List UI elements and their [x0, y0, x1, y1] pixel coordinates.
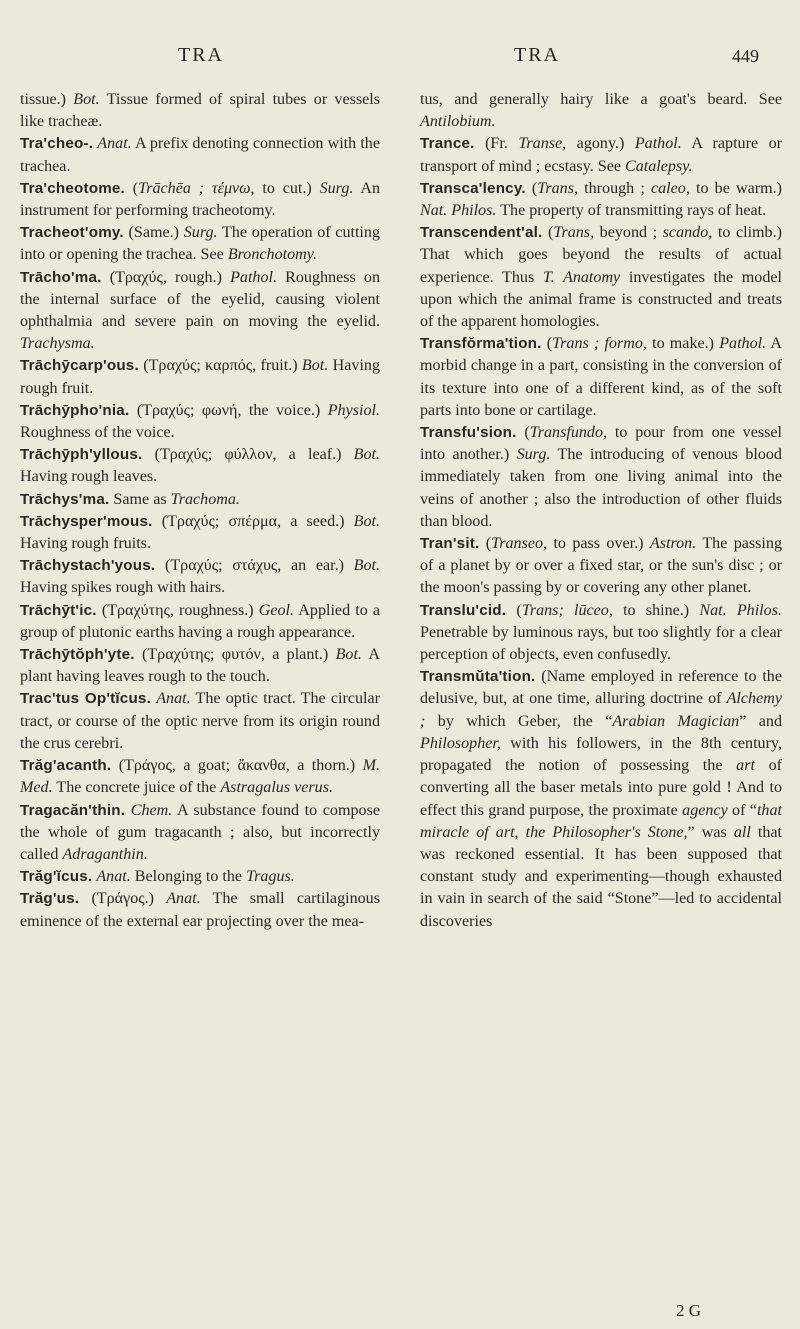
entry-text: through ; — [578, 179, 651, 197]
entry-italic-text: Trachoma. — [170, 490, 240, 508]
entry-italic-text: Anat. — [96, 868, 131, 886]
dictionary-entry — [20, 644, 380, 688]
dictionary-entry — [20, 178, 380, 222]
entry-italic-text: Antilobium. — [420, 113, 496, 131]
dictionary-entry — [20, 89, 380, 133]
left-column — [20, 89, 380, 933]
entry-headword: Trāchystach'yous. — [20, 557, 156, 575]
entry-headword: Tra'cheotome. — [20, 179, 125, 197]
dictionary-entry — [20, 866, 380, 888]
entry-text: Same as — [109, 490, 171, 508]
entry-text: A rapture or transport of mind ; ecstasy. See — [420, 135, 782, 175]
entry-text: Having rough leaves. — [20, 468, 158, 486]
entry-text: tus, and generally hairy like a goat's beard. See — [420, 91, 782, 108]
entry-text: (Τραχύτης; φυτόν, a plant.) — [134, 646, 336, 664]
entry-headword: Transca'lency. — [420, 179, 526, 197]
dictionary-entry — [20, 267, 380, 356]
entry-italic-text: Bot. — [73, 91, 100, 108]
entry-headword: Trăg'us. — [20, 890, 80, 908]
dictionary-entry — [420, 133, 782, 177]
entry-italic-text: T. Anatomy — [542, 268, 621, 286]
entry-italic-text: Bot. — [353, 446, 380, 464]
entry-headword: Transfu'sion. — [420, 424, 517, 442]
entry-italic-text: Alchemy ; — [420, 690, 782, 730]
entry-text: that was reckoned essential. It has been supposed that constant study and experimenting—though exhausted in vain in search of the said “Stone”—led to accidental discoveries — [420, 823, 782, 930]
entry-headword: Trāchȳtŏph'yte. — [20, 646, 135, 664]
entry-italic-text: Catalepsy. — [625, 157, 693, 175]
entry-text: (Τραχύς; στάχυς, an ear.) — [155, 557, 354, 575]
entry-text: to cut.) — [254, 179, 320, 197]
entry-text: ( — [516, 424, 530, 442]
dictionary-entry — [20, 755, 380, 799]
entry-headword: Translu'cid. — [420, 601, 507, 619]
entry-headword: Transfŏrma'tion. — [420, 335, 542, 353]
entry-italic-text: Pathol. — [634, 135, 682, 153]
entry-headword: Tragacăn'thin. — [20, 801, 126, 819]
right-column — [420, 89, 782, 933]
dictionary-entry — [420, 333, 782, 422]
entry-text: A substance found to compose the whole of gum tragacanth ; also, but incorrectly called — [20, 801, 380, 863]
entry-italic-text: Arabian Magician — [612, 712, 740, 730]
running-header — [0, 44, 800, 74]
entry-headword: Trāchysper'mous. — [20, 512, 153, 530]
dictionary-entry — [20, 511, 380, 555]
entry-text: (Τραχύς, rough.) — [101, 268, 231, 286]
entry-text: ( — [525, 179, 538, 197]
entry-italic-text: Astragalus verus. — [220, 779, 333, 797]
entry-text: (Τράγος.) — [79, 890, 167, 908]
entry-italic-text: Pathol. — [719, 335, 767, 353]
entry-text: (Τραχύς; καρπός, fruit.) — [138, 357, 302, 375]
entry-text: Having spikes rough with hairs. — [20, 579, 226, 597]
entry-italic-text: Bronchotomy. — [227, 246, 318, 264]
dictionary-entry — [20, 555, 380, 599]
entry-text: (Τράγος, a goat; ἄκανθα, a thorn.) — [111, 757, 363, 775]
dictionary-entry — [420, 222, 782, 333]
dictionary-entry — [20, 444, 380, 488]
dictionary-entry — [420, 600, 782, 667]
entry-text: (Same.) — [123, 224, 184, 242]
dictionary-entry — [420, 666, 782, 932]
entry-headword: Trācho'ma. — [20, 268, 102, 286]
entry-text: beyond ; — [594, 224, 663, 242]
entry-text: tissue.) — [20, 91, 74, 108]
entry-text: ( — [541, 335, 553, 353]
entry-text: agony.) — [566, 135, 635, 153]
dictionary-entry — [420, 89, 782, 133]
entry-text: with his followers, in the 8th century, propagated the notion of possessing the — [420, 734, 782, 775]
entry-italic-text: Transe, — [518, 135, 567, 153]
entry-headword: Trāchȳpho'nia. — [20, 401, 130, 419]
entry-italic-text: art — [736, 757, 755, 775]
dictionary-entry — [420, 533, 782, 600]
entry-text: The concrete juice of the — [52, 779, 221, 797]
entry-text: An instrument for performing tracheotomy. — [20, 179, 380, 220]
entry-text: to shine.) — [612, 601, 700, 619]
entry-text: to pass over.) — [547, 535, 650, 553]
signature-mark: 2 G — [676, 1301, 702, 1320]
entry-italic-text: Anat. — [156, 690, 191, 708]
entry-text: of converting all the baser metals into pure gold ! And to effect this grand purpose, the proximate — [420, 757, 782, 819]
entry-text: investigates the model upon which the animal frame is constructed and treats of the apparent homologies. — [420, 268, 782, 331]
dictionary-entry — [20, 222, 380, 266]
entry-italic-text: Chem. — [130, 801, 173, 819]
entry-italic-text: Astron. — [649, 535, 697, 553]
entry-headword: Trāchȳph'yllous. — [20, 446, 143, 464]
entry-text: Belonging to the — [130, 868, 247, 886]
entry-text: to pour from one vessel into another.) — [420, 424, 782, 464]
entry-text: Tissue formed of spiral tubes or vessels like tracheæ. — [20, 91, 380, 131]
entry-italic-text: Surg. — [319, 179, 354, 197]
entry-text: (Fr. — [474, 135, 519, 153]
dictionary-entry — [20, 600, 380, 644]
entry-italic-text: Trans; lūceo, — [521, 601, 613, 619]
entry-headword: Trăg'ĭcus. — [20, 868, 93, 886]
dictionary-entry — [20, 400, 380, 444]
entry-italic-text: Transeo, — [491, 535, 548, 553]
entry-italic-text: Bot. — [301, 357, 329, 375]
entry-italic-text: Transfundo, — [529, 424, 608, 442]
dictionary-entry — [20, 688, 380, 755]
entry-text: The property of transmitting rays of heat. — [496, 202, 767, 220]
entry-text: of “ — [727, 801, 757, 819]
entry-text: Applied to a group of plutonic earths having a rough appearance. — [20, 601, 380, 641]
entry-italic-text: Trans, — [553, 224, 595, 242]
entry-italic-text: Nat. Philos. — [699, 601, 782, 619]
entry-italic-text: agency — [682, 801, 728, 819]
entry-text: Penetrable by luminous rays, but too slightly for a clear perception of objects, even confusedly. — [420, 623, 782, 664]
entry-italic-text: Anat. — [97, 135, 132, 153]
entry-text: A plant having leaves rough to the touch. — [20, 646, 380, 686]
entry-text: A morbid change in a part, consisting in the conversion of its texture into one of a different kind, as of the soft parts into bone or cartilage. — [420, 335, 783, 419]
dictionary-entry — [20, 888, 380, 932]
entry-italic-text: scando, — [662, 224, 713, 242]
entry-headword: Tran'sit. — [420, 535, 480, 553]
entry-italic-text: Adraganthin. — [62, 845, 148, 863]
entry-headword: Trac'tus Op'tĭcus. — [20, 690, 151, 708]
entry-text: ( — [124, 179, 139, 197]
entry-italic-text: Surg. — [183, 224, 218, 242]
entry-text: (Τραχύς; σπέρμα, a seed.) — [152, 512, 354, 530]
entry-text: Roughness of the voice. — [20, 424, 175, 442]
entry-italic-text: Philosopher, — [420, 734, 501, 752]
entry-text: Having rough fruit. — [20, 357, 381, 397]
entry-italic-text: Trans ; formo, — [552, 335, 647, 353]
entry-headword: Transcendent'al. — [420, 224, 543, 242]
entry-italic-text: Trans, — [537, 179, 578, 197]
entry-text: ( — [479, 535, 492, 553]
entry-italic-text: Geol. — [258, 601, 295, 619]
entry-italic-text: Trachysma. — [20, 335, 95, 353]
entry-text: Roughness on the internal surface of the eyelid, causing violent ophthalmia and severe pain on moving the eyelid. — [20, 268, 380, 331]
entry-italic-text: M. Med. — [20, 757, 380, 797]
entry-headword: Trāchys'ma. — [20, 490, 110, 508]
entry-italic-text: Trāchēa ; τέμνω, — [138, 179, 255, 197]
dictionary-entry — [420, 422, 782, 533]
entry-italic-text: that miracle of art, the Philosopher's Stone, — [420, 801, 782, 841]
header-right-title: TRA — [514, 44, 560, 66]
entry-text: (Τραχύς; φωνή, the voice.) — [129, 401, 328, 419]
entry-italic-text: Bot. — [353, 512, 380, 530]
entry-text: ( — [542, 224, 554, 242]
entry-text: Having rough fruits. — [20, 535, 151, 553]
entry-headword: Trance. — [420, 135, 475, 153]
entry-italic-text: Tragus. — [246, 868, 295, 886]
entry-italic-text: caleo, — [650, 179, 690, 197]
entry-text: The passing of a planet by or over a fixed star, or the sun's disc ; or the moon's passing by or covering any other planet. — [420, 535, 782, 597]
entry-text: The operation of cutting into or opening the trachea. See — [20, 224, 380, 264]
entry-italic-text: Physiol. — [327, 401, 380, 419]
dictionary-entry — [20, 489, 380, 511]
entry-italic-text: Anat. — [166, 890, 201, 908]
entry-headword: Tracheot'omy. — [20, 224, 124, 242]
entry-text: to be warm.) — [689, 179, 783, 197]
entry-text: The optic tract. The circular tract, or course of the optic nerve from its origin round the crus cerebri. — [20, 690, 380, 752]
entry-text: (Τραχύτης, roughness.) — [96, 601, 259, 619]
entry-text: to climb.) That which goes beyond the results of actual experience. Thus — [420, 224, 782, 286]
entry-text: A prefix denoting connection with the trachea. — [20, 135, 380, 175]
entry-text: ” was — [687, 823, 734, 841]
entry-text: ” and — [739, 712, 782, 730]
entry-italic-text: Surg. — [516, 446, 551, 464]
entry-italic-text: all — [733, 823, 751, 841]
entry-text: (Name employed in reference to the delusive, but, at one time, alluring doctrine of — [420, 668, 782, 708]
entry-headword: Trăg'acanth. — [20, 757, 112, 775]
dictionary-entry — [20, 355, 380, 399]
entry-italic-text: Bot. — [353, 557, 380, 575]
entry-headword: Transmŭta'tion. — [420, 668, 536, 686]
dictionary-entry — [20, 133, 380, 177]
entry-text: by which Geber, the “ — [425, 712, 613, 730]
entry-italic-text: Bot. — [335, 646, 362, 664]
dictionary-entry — [20, 800, 380, 867]
dictionary-entry — [420, 178, 782, 222]
entry-text: (Τραχύς; φύλλον, a leaf.) — [142, 446, 354, 464]
entry-italic-text: Pathol. — [230, 268, 277, 286]
entry-text: ( — [506, 601, 522, 619]
page-number: 449 — [732, 46, 759, 66]
entry-italic-text: Nat. Philos. — [420, 202, 497, 220]
entry-headword: Tra'cheo-. — [20, 135, 94, 153]
entry-headword: Trāchȳt'ic. — [20, 601, 97, 619]
entry-text: The introducing of venous blood immediately taken from one living animal into the veins of another ; also the introduction of other fluids than blood. — [420, 446, 782, 530]
entry-headword: Trāchȳcarp'ous. — [20, 357, 139, 375]
entry-text: The small cartilaginous eminence of the external ear projecting over the mea- — [20, 890, 380, 930]
header-left-title: TRA — [178, 44, 224, 66]
entry-text: to make.) — [646, 335, 720, 353]
